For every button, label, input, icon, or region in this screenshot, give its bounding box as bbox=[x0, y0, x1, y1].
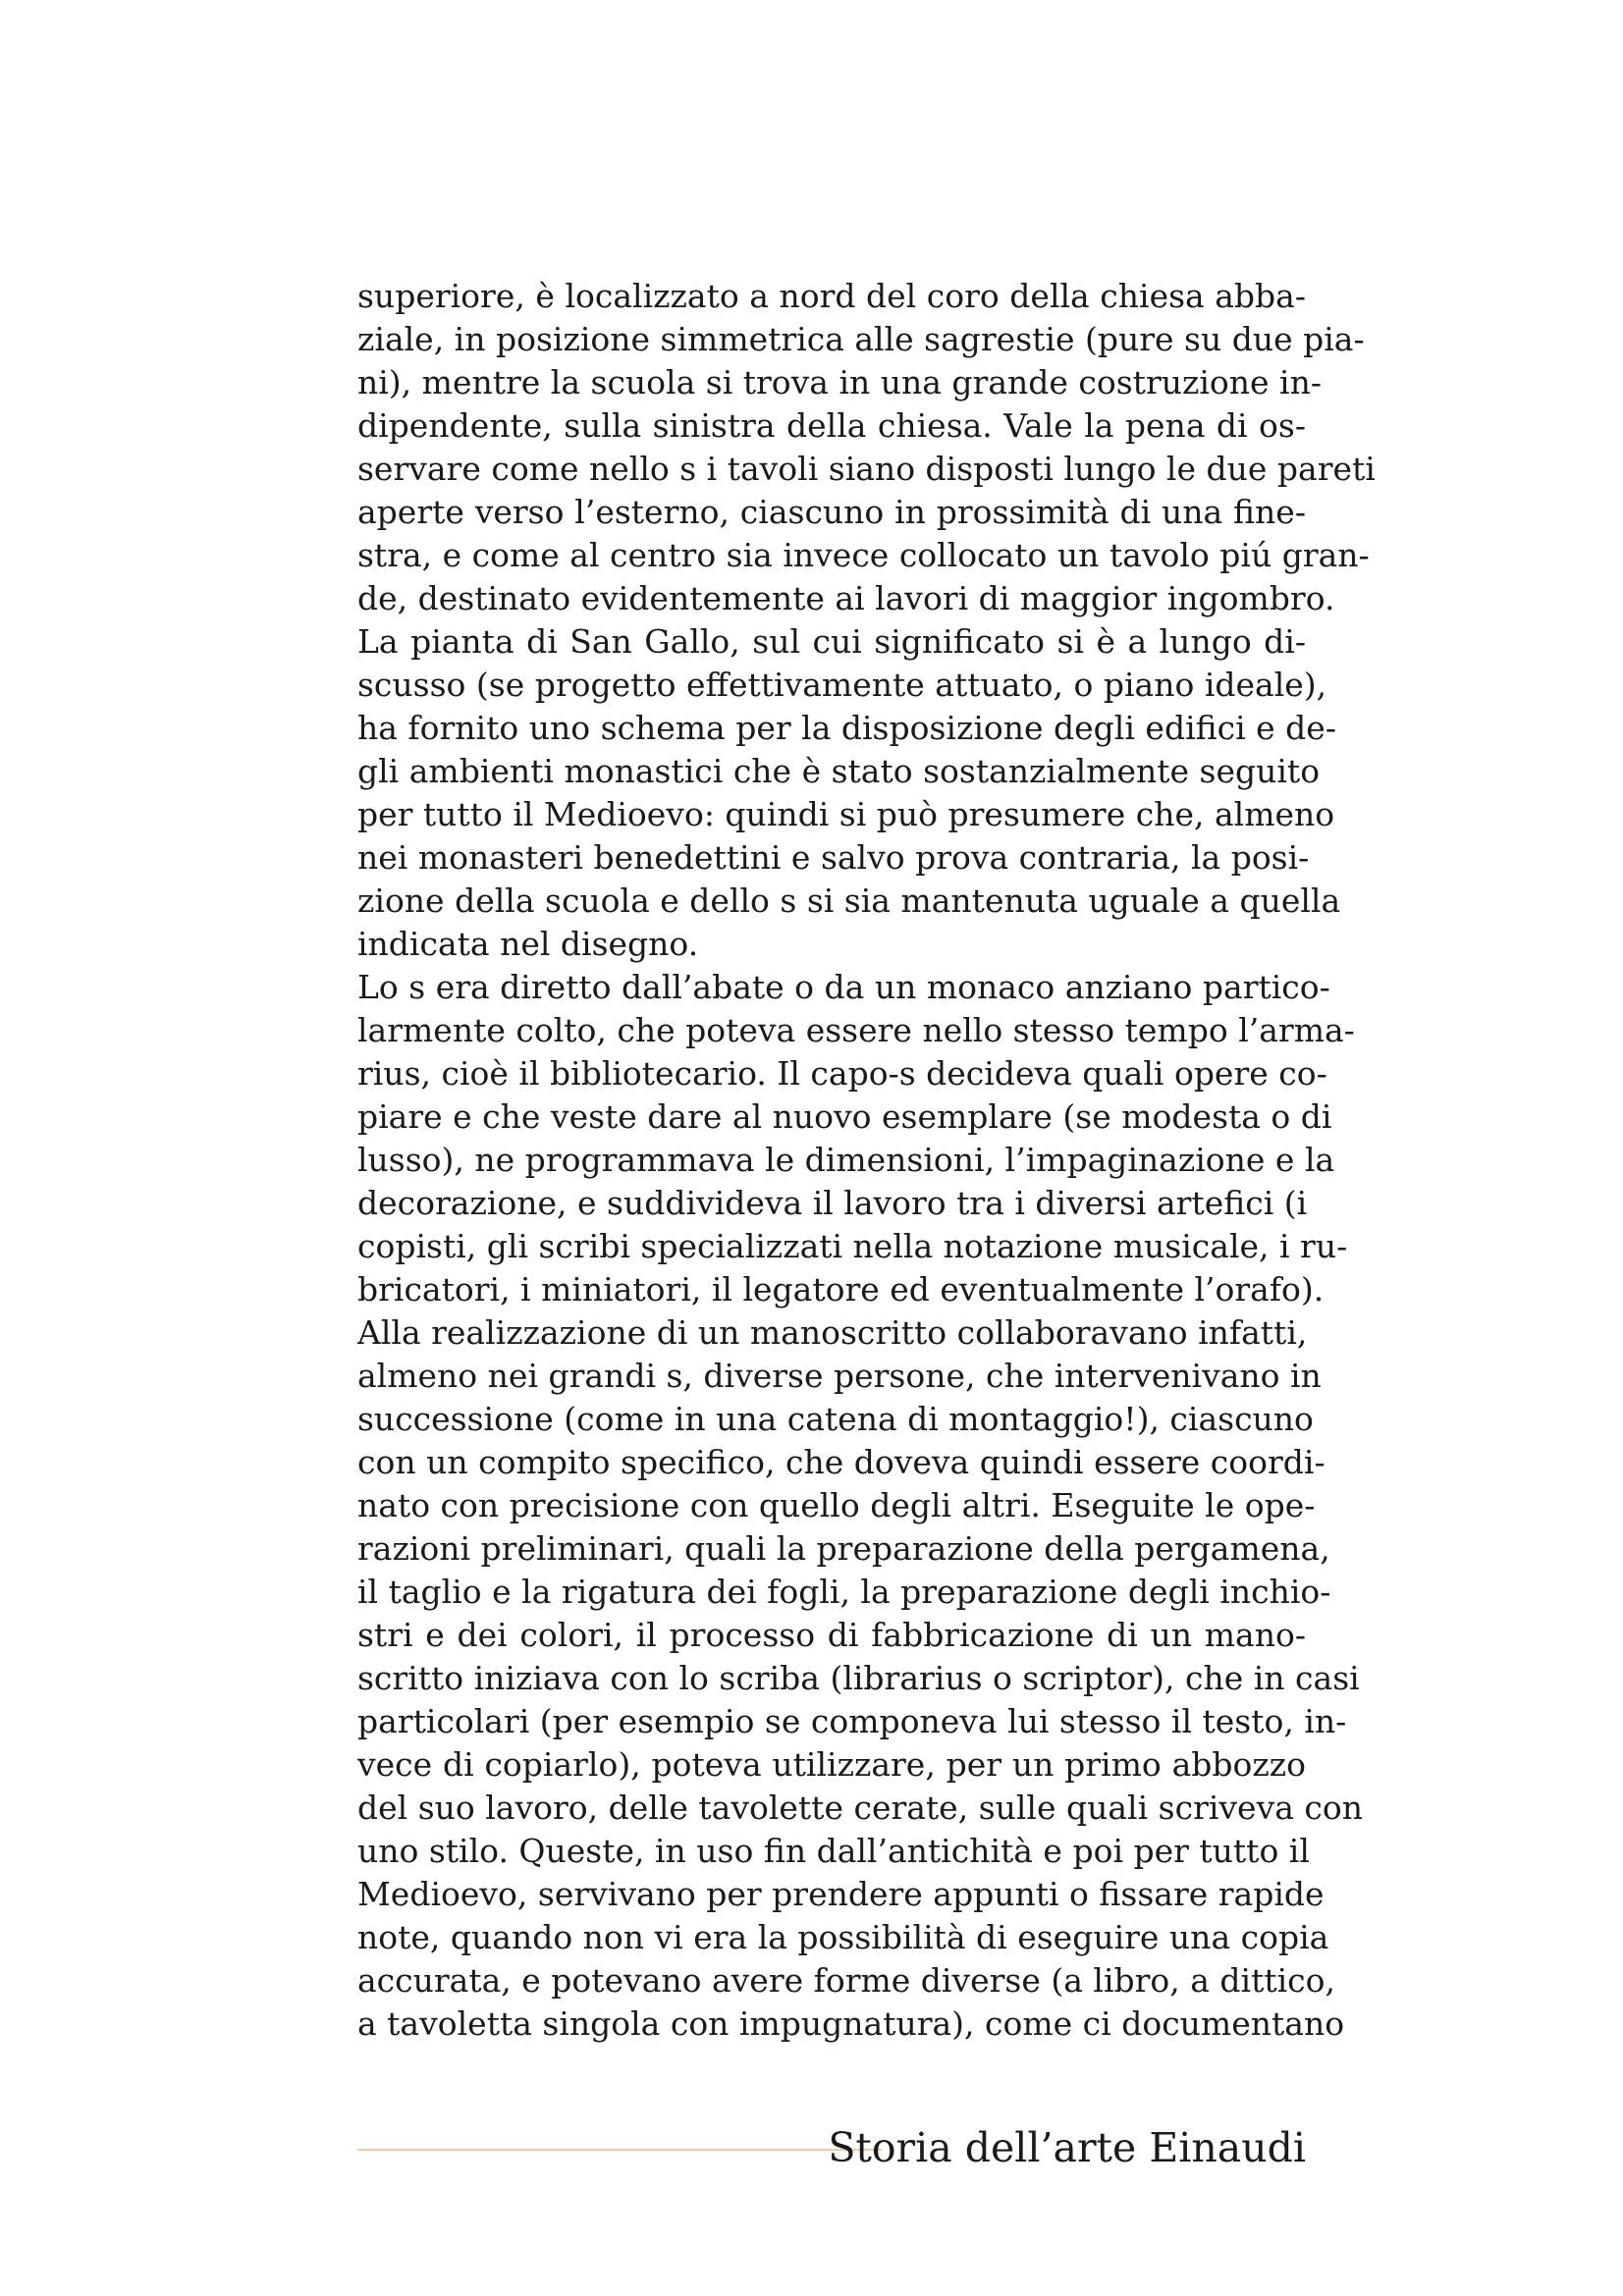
text-line: note, quando non vi era la possibilità di eseguire una copia bbox=[357, 1918, 1329, 1956]
text-line: con un compito specifico, che doveva quindi essere coordi- bbox=[357, 1443, 1325, 1481]
footer-title: Storia dell’arte Einaudi bbox=[828, 2124, 1306, 2171]
text-line: superiore, è localizzato a nord del coro della chiesa abba- bbox=[357, 277, 1306, 315]
text-line: per tutto il Medioevo: quindi si può presumere che, almeno bbox=[357, 795, 1335, 833]
text-line: La pianta di San Gallo, sul cui significato si è a lungo di- bbox=[357, 622, 1306, 661]
text-line: a tavoletta singola con impugnatura), come ci documentano bbox=[357, 2004, 1345, 2043]
text-line: particolari (per esempio se componeva lui stesso il testo, in- bbox=[357, 1702, 1347, 1740]
text-line: del suo lavoro, delle tavolette cerate, sulle quali scriveva con bbox=[357, 1789, 1363, 1827]
text-line: ziale, in posizione simmetrica alle sagrestie (pure su due pia- bbox=[357, 320, 1365, 358]
text-line: stri e dei colori, il processo di fabbricazione di un mano- bbox=[357, 1616, 1306, 1654]
text-line: larmente colto, che poteva essere nello stesso tempo l’arma- bbox=[357, 1011, 1355, 1049]
text-line: Alla realizzazione di un manoscritto collaboravano infatti, bbox=[357, 1313, 1308, 1352]
text-line: il taglio e la rigatura dei fogli, la preparazione degli inchio- bbox=[357, 1573, 1331, 1611]
text-line: accurata, e potevano avere forme diverse (a libro, a dittico, bbox=[357, 1961, 1336, 2000]
footer-divider bbox=[357, 2149, 882, 2151]
text-line: scusso (se progetto effettivamente attuato, o piano ideale), bbox=[357, 666, 1327, 704]
text-line: Lo s era diretto dall’abate o da un monaco anziano partico- bbox=[357, 968, 1330, 1006]
text-line: Medioevo, servivano per prendere appunti o fissare rapide bbox=[357, 1875, 1325, 1913]
text-line: lusso), ne programmava le dimensioni, l’impaginazione e la bbox=[357, 1141, 1335, 1179]
text-line: stra, e come al centro sia invece collocato un tavolo piú gran- bbox=[357, 536, 1370, 574]
text-line: vece di copiarlo), poteva utilizzare, per un primo abbozzo bbox=[357, 1745, 1306, 1784]
text-line: uno stilo. Queste, in uso fin dall’antichità e poi per tutto il bbox=[357, 1832, 1310, 1870]
text-line: aperte verso l’esterno, ciascuno in prossimità di una fine- bbox=[357, 493, 1306, 531]
text-line: successione (come in una catena di montaggio!), ciascuno bbox=[357, 1400, 1314, 1438]
text-line: ni), mentre la scuola si trova in una grande costruzione in- bbox=[357, 363, 1323, 401]
text-line: rius, cioè il bibliotecario. Il capo-s decideva quali opere co- bbox=[357, 1054, 1327, 1093]
text-line: almeno nei grandi s, diverse persone, che intervenivano in bbox=[357, 1357, 1322, 1395]
text-line: scritto iniziava con lo scriba (librarius o scriptor), che in casi bbox=[357, 1659, 1360, 1697]
text-line: ha fornito uno schema per la disposizione degli edifici e de- bbox=[357, 709, 1336, 747]
body-text bbox=[357, 275, 1376, 2046]
text-line: nato con precisione con quello degli altri. Eseguite le ope- bbox=[357, 1486, 1316, 1524]
text-line: de, destinato evidentemente ai lavori di maggior ingombro. bbox=[357, 579, 1335, 617]
text-line: dipendente, sulla sinistra della chiesa. Vale la pena di os- bbox=[357, 406, 1306, 445]
text-line: zione della scuola e dello s si sia mantenuta uguale a quella bbox=[357, 881, 1341, 920]
text-line: piare e che veste dare al nuovo esemplare (se modesta o di bbox=[357, 1097, 1332, 1136]
text-line: gli ambienti monastici che è stato sostanzialmente seguito bbox=[357, 752, 1321, 790]
text-line: servare come nello s i tavoli siano disposti lungo le due pareti bbox=[357, 450, 1376, 488]
text-line: copisti, gli scribi specializzati nella notazione musicale, i ru- bbox=[357, 1227, 1348, 1265]
text-line: nei monasteri benedettini e salvo prova contraria, la posi- bbox=[357, 838, 1310, 877]
text-line: bricatori, i miniatori, il legatore ed eventualmente l’orafo). bbox=[357, 1270, 1325, 1308]
text-line: indicata nel disegno. bbox=[357, 925, 699, 963]
text-line: decorazione, e suddivideva il lavoro tra i diversi artefici (i bbox=[357, 1184, 1308, 1222]
text-line: razioni preliminari, quali la preparazione della pergamena, bbox=[357, 1529, 1330, 1568]
